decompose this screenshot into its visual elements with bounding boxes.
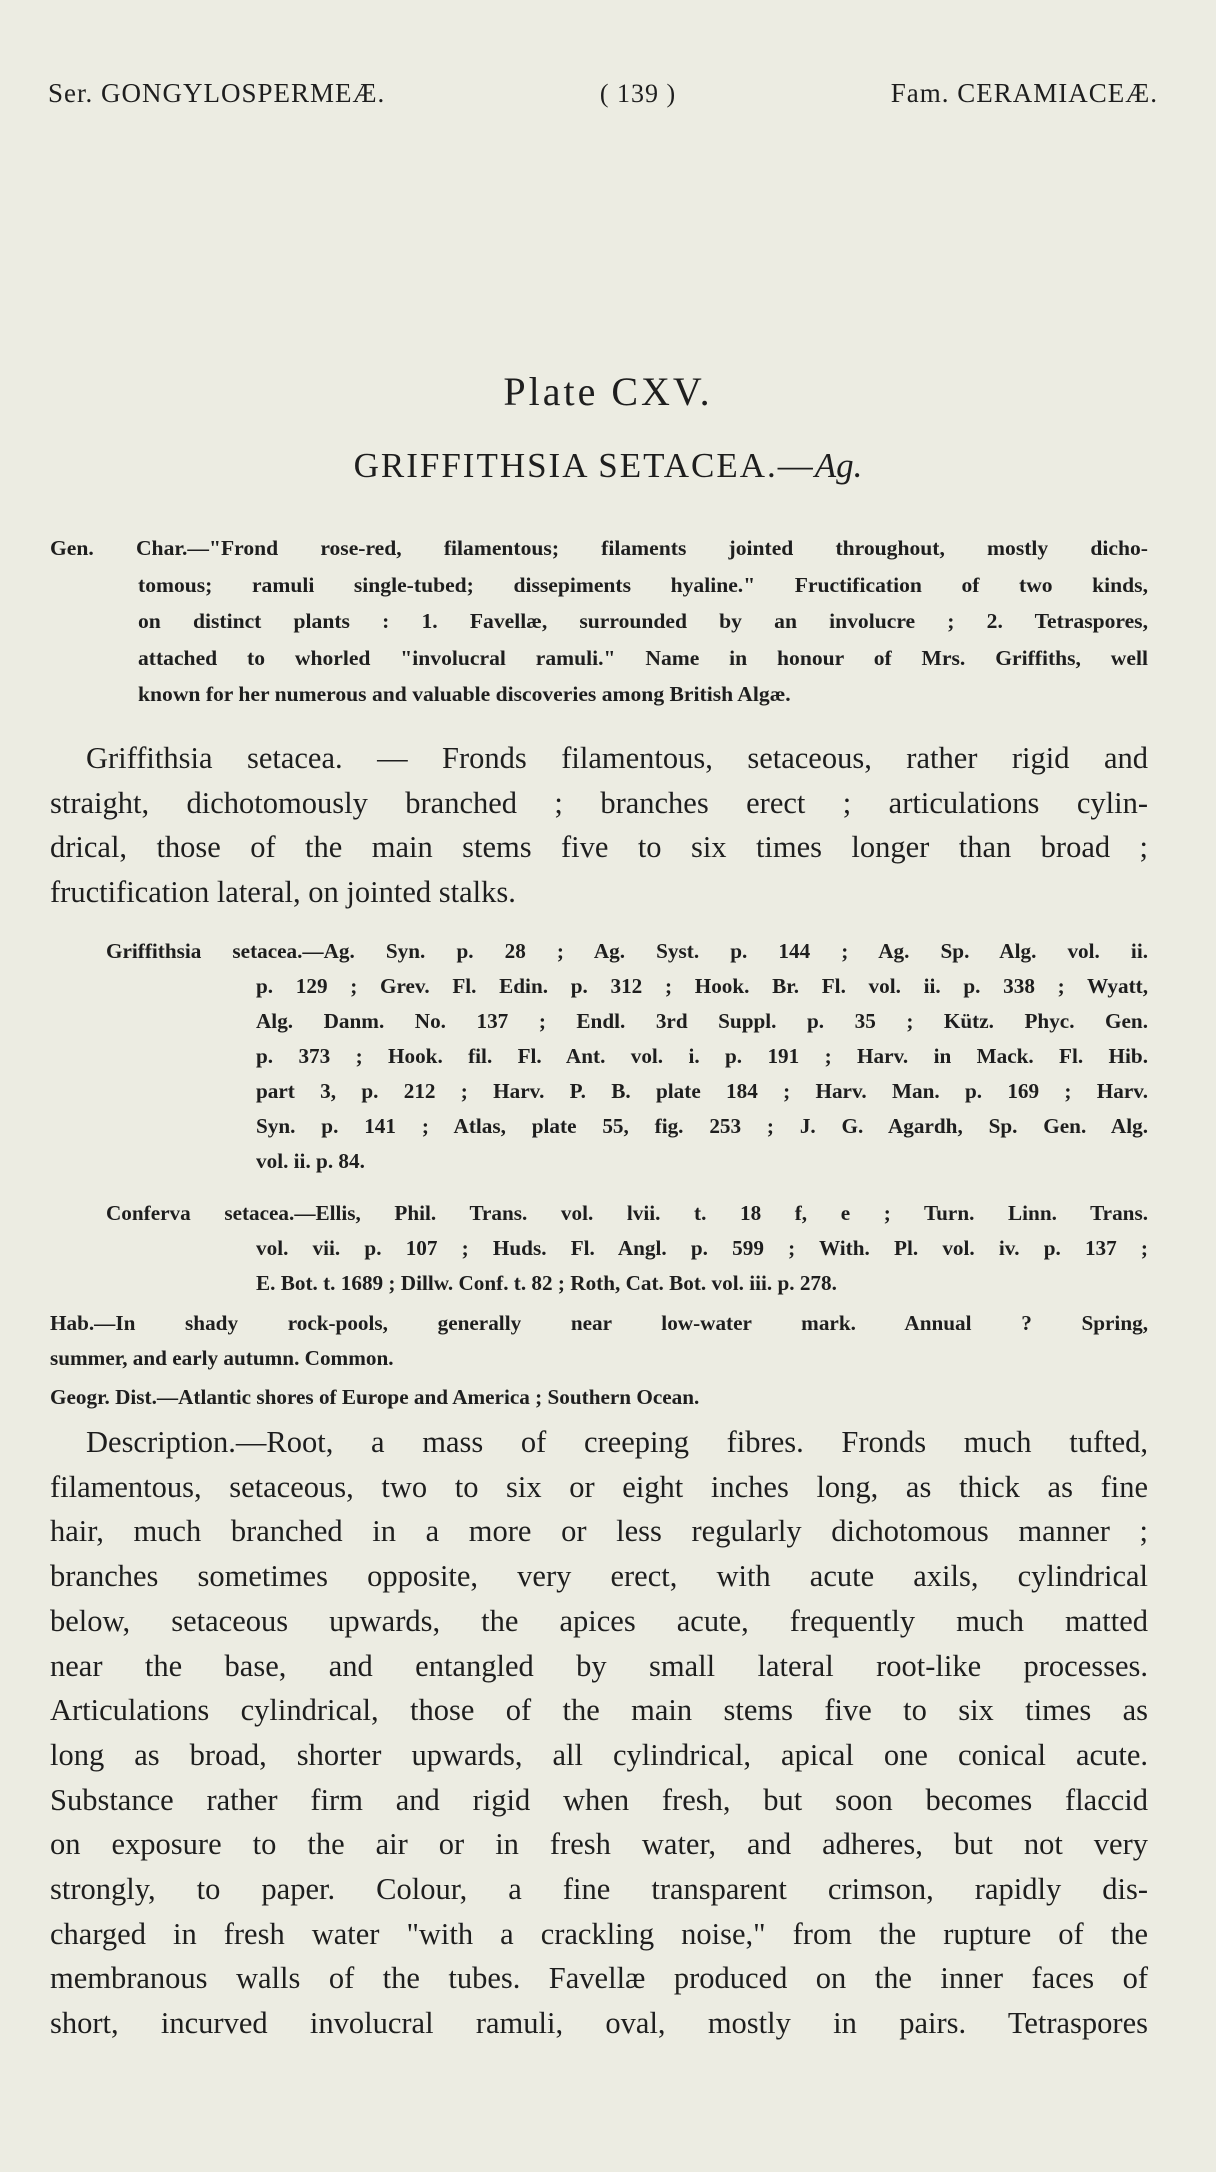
- synonymy-line: part 3, p. 212 ; Harv. P. B. plate 184 ; Harv. Man. p. 169 ; Harv.: [256, 1079, 1148, 1103]
- description-line: Articulations cylindrical, those of the main stems five to six times as: [50, 1693, 1148, 1728]
- diagnosis-line: straight, dichotomously branched ; branches erect ; articulations cylin-: [50, 785, 1148, 820]
- synonymy-griffithsia: [106, 934, 1148, 1179]
- species-diagnosis: [50, 736, 1148, 914]
- habitat-line: Hab.—In shady rock-pools, generally near low-water mark. Annual ? Spring,: [50, 1311, 1148, 1335]
- genus-character-line: on distinct plants : 1. Favellæ, surrounded by an involucre ; 2. Tetraspores,: [138, 609, 1148, 634]
- diagnosis-line: fructification lateral, on jointed stalks.: [50, 874, 516, 909]
- synonymy-line: Conferva setacea.—Ellis, Phil. Trans. vol. lvii. t. 18 f, e ; Turn. Linn. Trans.: [106, 1201, 1148, 1225]
- diagnosis-line: Griffithsia setacea. — Fronds filamentous, setaceous, rather rigid and: [86, 741, 1148, 775]
- description-line: branches sometimes opposite, very erect, with acute axils, cylindrical: [50, 1559, 1148, 1594]
- genus-character-line: tomous; ramuli single-tubed; dissepiments hyaline." Fructification of two kinds,: [138, 572, 1148, 597]
- diagnosis-line: drical, those of the main stems five to six times longer than broad ;: [50, 830, 1148, 864]
- description: [50, 1420, 1148, 2046]
- synonymy-line: vol. vii. p. 107 ; Huds. Fl. Angl. p. 599 ; With. Pl. vol. iv. p. 137 ;: [256, 1236, 1148, 1260]
- species-title: [0, 446, 1216, 486]
- synonymy-line: Griffithsia setacea.—Ag. Syn. p. 28 ; Ag. Syst. p. 144 ; Ag. Sp. Alg. vol. ii.: [106, 939, 1148, 963]
- synonymy-line: E. Bot. t. 1689 ; Dillw. Conf. t. 82 ; Roth, Cat. Bot. vol. iii. p. 278.: [256, 1271, 837, 1295]
- description-line: membranous walls of the tubes. Favellæ produced on the inner faces of: [50, 1961, 1148, 1996]
- running-head-family: Fam. CERAMIACEÆ.: [890, 78, 1158, 108]
- genus-character: [50, 530, 1148, 713]
- description-line: below, setaceous upwards, the apices acute, frequently much matted: [50, 1603, 1148, 1638]
- page-number: ( 139 ): [599, 79, 677, 108]
- running-head-series: Ser. GONGYLOSPERMEÆ.: [48, 78, 386, 108]
- genus-character-line: known for her numerous and valuable discoveries among British Algæ.: [138, 682, 791, 707]
- species-authority: Ag.: [814, 446, 863, 485]
- geographic-distribution-line: Geogr. Dist.—Atlantic shores of Europe and America ; Southern Ocean.: [50, 1385, 700, 1409]
- description-line: short, incurved involucral ramuli, oval, mostly in pairs. Tetraspores: [50, 2006, 1148, 2041]
- running-head: [48, 78, 1158, 109]
- habitat-line: summer, and early autumn. Common.: [50, 1346, 394, 1370]
- description-line: Substance rather firm and rigid when fresh, but soon becomes flaccid: [50, 1782, 1148, 1817]
- synonymy-line: p. 373 ; Hook. fil. Fl. Ant. vol. i. p. 191 ; Harv. in Mack. Fl. Hib.: [256, 1044, 1148, 1068]
- synonymy-conferva: [106, 1196, 1148, 1301]
- description-line: filamentous, setaceous, two to six or eight inches long, as thick as fine: [50, 1469, 1148, 1504]
- description-line: charged in fresh water "with a crackling noise," from the rupture of the: [50, 1916, 1148, 1951]
- synonymy-line: vol. ii. p. 84.: [256, 1149, 365, 1173]
- synonymy-line: p. 129 ; Grev. Fl. Edin. p. 312 ; Hook. Br. Fl. vol. ii. p. 338 ; Wyatt,: [256, 974, 1148, 998]
- genus-character-line: Gen. Char.—"Frond rose-red, filamentous; filaments jointed throughout, mostly dicho-: [50, 536, 1148, 560]
- description-line: near the base, and entangled by small lateral root-like processes.: [50, 1648, 1148, 1683]
- description-line: long as broad, shorter upwards, all cylindrical, apical one conical acute.: [50, 1737, 1148, 1772]
- synonymy-line: Syn. p. 141 ; Atlas, plate 55, fig. 253 ; J. G. Agardh, Sp. Gen. Alg.: [256, 1114, 1148, 1138]
- habitat: [50, 1306, 1148, 1376]
- description-line: Description.—Root, a mass of creeping fibres. Fronds much tufted,: [86, 1425, 1148, 1459]
- plate-title: Plate CXV.: [503, 369, 713, 414]
- description-line: hair, much branched in a more or less regularly dichotomous manner ;: [50, 1514, 1148, 1549]
- description-line: strongly, to paper. Colour, a fine transparent crimson, rapidly dis-: [50, 1872, 1148, 1907]
- description-line: on exposure to the air or in fresh water, and adheres, but not very: [50, 1827, 1148, 1862]
- synonymy-line: Alg. Danm. No. 137 ; Endl. 3rd Suppl. p. 35 ; Kütz. Phyc. Gen.: [256, 1009, 1148, 1033]
- species-name: GRIFFITHSIA SETACEA.—: [353, 446, 815, 485]
- geographic-distribution: [50, 1380, 1148, 1415]
- genus-character-line: attached to whorled "involucral ramuli." Name in honour of Mrs. Griffiths, well: [138, 645, 1148, 670]
